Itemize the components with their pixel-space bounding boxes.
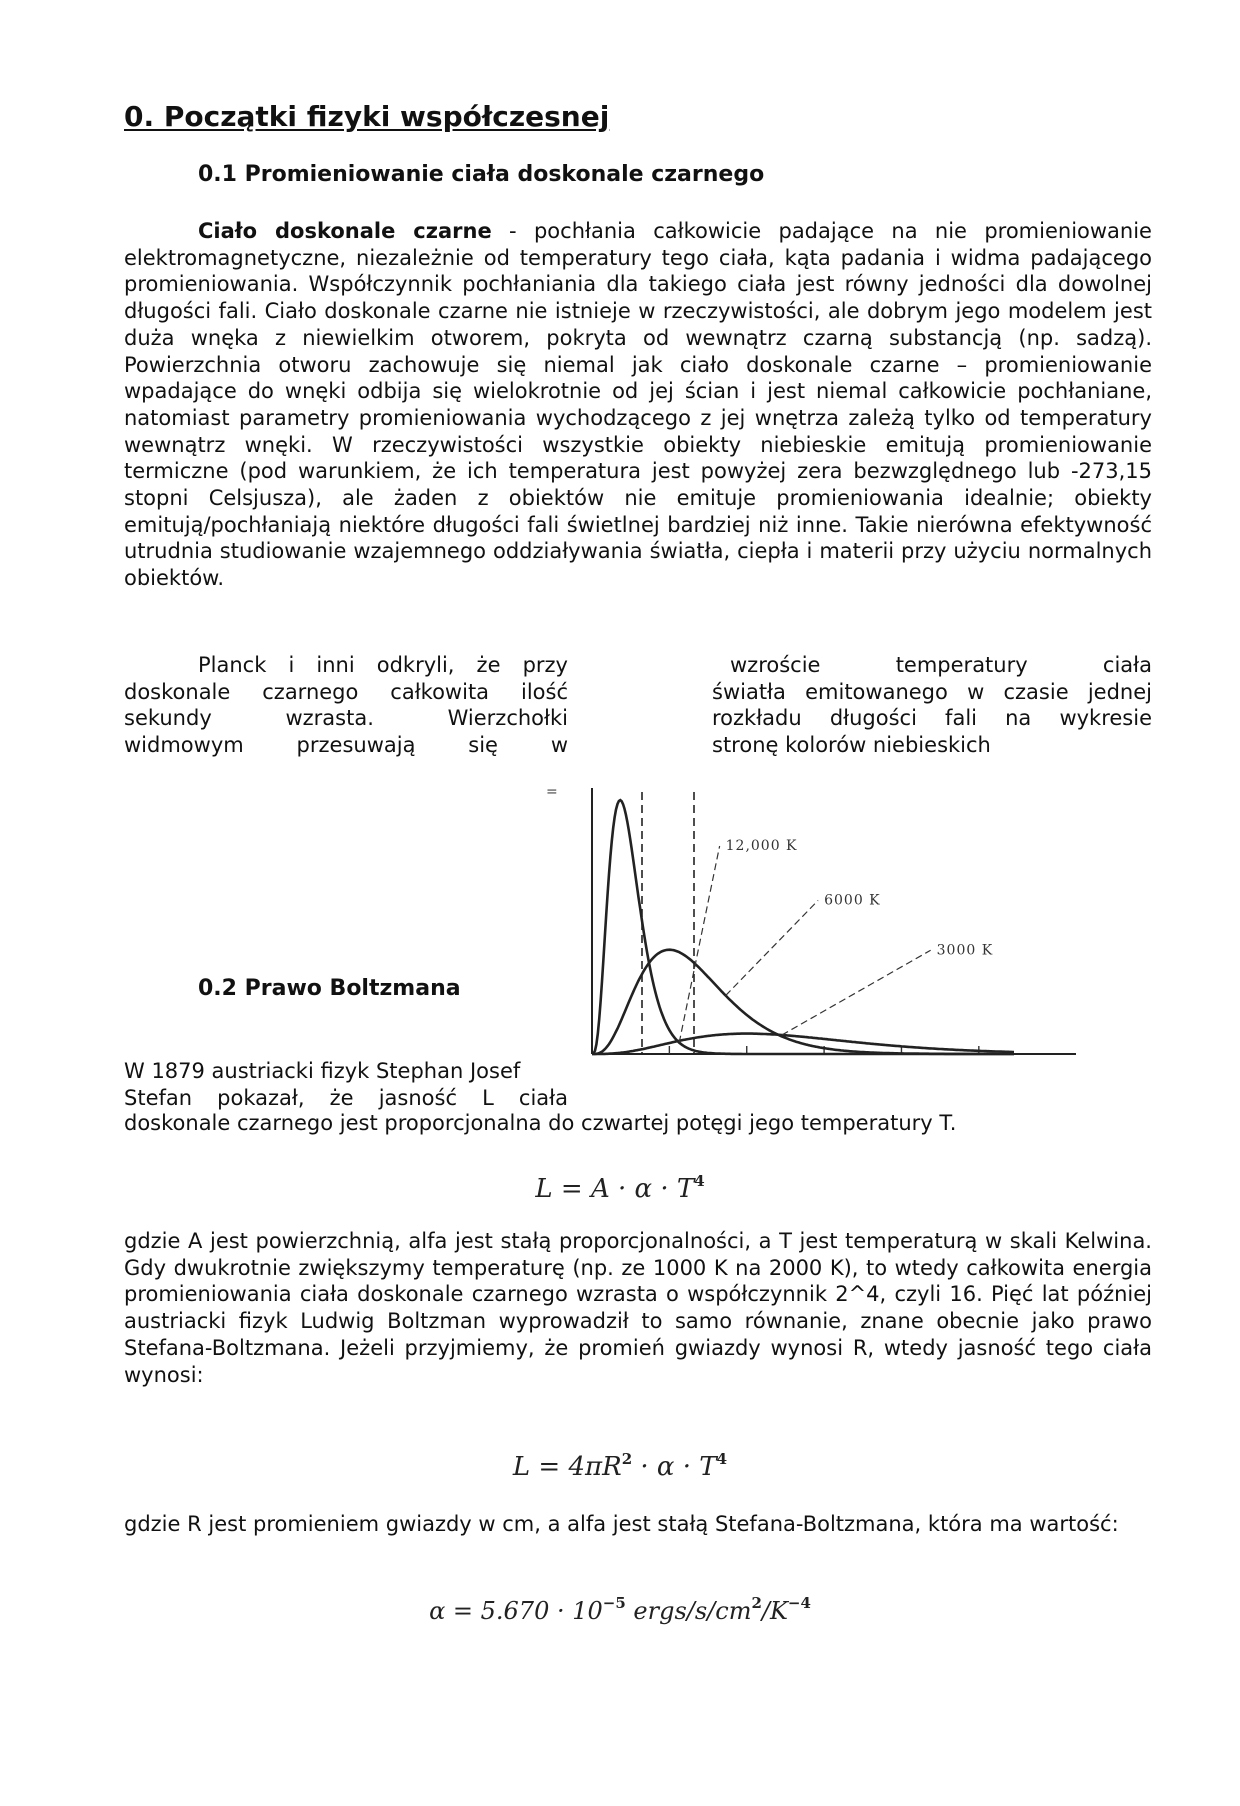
series-label-6000k: 6000 K: [824, 892, 881, 909]
formula-exponent: 2: [621, 1450, 633, 1468]
label-leader-line: [679, 846, 719, 1043]
blackbody-spectrum-chart: [546, 782, 1076, 1058]
paragraph-blackbody-definition: [124, 218, 1152, 592]
formula-constant-value: [0, 1594, 1240, 1625]
text-line: W 1879 austriacki fizyk Stephan Josef: [124, 1059, 521, 1083]
label-leader-line: [726, 900, 818, 995]
term-blackbody: Ciało doskonale czarne: [198, 219, 492, 243]
text-line: wzroście temperatury ciała: [730, 653, 1152, 677]
formula-part: /K: [761, 1597, 788, 1625]
formula-luminosity: [0, 1172, 1240, 1204]
text-line: widmowym przesuwają się w: [124, 733, 568, 758]
planck-paragraph-left-column: [124, 652, 568, 759]
text-line: sekundy wzrasta. Wierzchołki: [124, 706, 568, 731]
page-title: 0. Początki fizyki współczesnej: [124, 100, 610, 133]
formula-stefan-boltzmann: [0, 1450, 1240, 1482]
formula-part: L = 4πR: [512, 1452, 622, 1482]
text-line: doskonale czarnego całkowita ilość: [124, 679, 568, 704]
series-curve-12000k: [592, 800, 1014, 1054]
definition-text: - pochłania całkowicie padające na nie promieniowanie elektromagnetyczne, niezależnie od temperatury tego ciała, kąta padania i widma padającego promieniowania. Współczynnik pochłaniania dla takiego ciała jest równy jedności dla dowolnej długości fali. Ciało doskonale czarne nie istnieje w rzeczywistości, ale dobrym jego modelem jest duża wnęka z niewielkim otworem, pokryta od wewnątrz czarną substancją (np. sadzą). Powierzchnia otworu zachowuje się niemal jak ciało doskonale czarne – promieniowanie wpadające do wnęki odbija się wielokrotnie od jej ścian i jest niemal całkowicie pochłaniane, natomiast parametry promieniowania wychodzącego z jej wnętrza zależą tylko od temperatury wewnątrz wnęki. W rzeczywistości wszystkie obiekty niebieskie emitują promieniowanie termiczne (pod warunkiem, że ich temperatura jest powyżej zera bezwzględnego lub -273,15 stopni Celsjusza), ale żaden z obiektów nie emituje promieniowania idealnie; obiekty emitują/pochłaniają niektóre długości fali świetlnej bardziej niż inne. Takie nierówna efektywność utrudnia studiowanie wzajemnego oddziaływania światła, ciepła i materii przy użyciu normalnych obiektów.: [124, 219, 1152, 591]
text-line: Planck i inni odkryli, że przy: [198, 653, 568, 677]
formula-part: · α · T: [632, 1452, 717, 1482]
formula-exponent: 2: [751, 1594, 762, 1612]
text-line: stronę kolorów niebieskich: [712, 733, 991, 758]
formula-exponent: 4: [716, 1450, 728, 1468]
label-leader-line: [782, 950, 931, 1035]
subsection-heading-2: 0.2 Prawo Boltzmana: [198, 976, 461, 1001]
text-line: Stefan pokazał, że jasność L ciała: [124, 1085, 568, 1110]
formula-exponent: 4: [694, 1172, 705, 1190]
axis-mark: =: [546, 784, 558, 800]
subsection-heading-1: 0.1 Promieniowanie ciała doskonale czarnego: [198, 162, 765, 187]
text-line: rozkładu długości fali na wykresie: [712, 706, 1152, 731]
planck-paragraph-right-column: [712, 652, 1152, 759]
series-curve-6000k: [592, 950, 1014, 1054]
formula-body: L = A · α · T: [535, 1174, 695, 1204]
series-label-3000k: 3000 K: [936, 942, 994, 959]
stefan-paragraph-full: doskonale czarnego jest proporcjonalna do czwartej potęgi jego temperatury T.: [124, 1111, 957, 1135]
formula-part: ergs/s/cm: [625, 1597, 752, 1625]
formula-part: α = 5.670 · 10: [429, 1597, 603, 1625]
text-line: światła emitowanego w czasie jednej: [712, 679, 1152, 704]
formula-exponent: −5: [602, 1594, 626, 1612]
stefan-paragraph-wrapped: [124, 1058, 568, 1111]
paragraph-constant: gdzie R jest promieniem gwiazdy w cm, a alfa jest stałą Stefana-Boltzmana, która ma wartość:: [124, 1512, 1119, 1536]
formula-exponent: −4: [787, 1594, 811, 1612]
series-label-12000k: 12,000 K: [725, 838, 798, 854]
paragraph-explanation: gdzie A jest powierzchnią, alfa jest stałą proporcjonalności, a T jest temperaturą w skali Kelwina. Gdy dwukrotnie zwiększymy temperaturę (np. ze 1000 K na 2000 K), to wtedy całkowita energia promieniowania ciała doskonale czarnego wzrasta o współczynnik 2^4, czyli 16. Pięć lat później austriacki fizyk Ludwig Boltzman wyprowadził to samo równanie, znane obecnie jako prawo Stefana-Boltzmana. Jeżeli przyjmiemy, że promień gwiazdy wynosi R, wtedy jasność tego ciała wynosi:: [124, 1229, 1152, 1387]
